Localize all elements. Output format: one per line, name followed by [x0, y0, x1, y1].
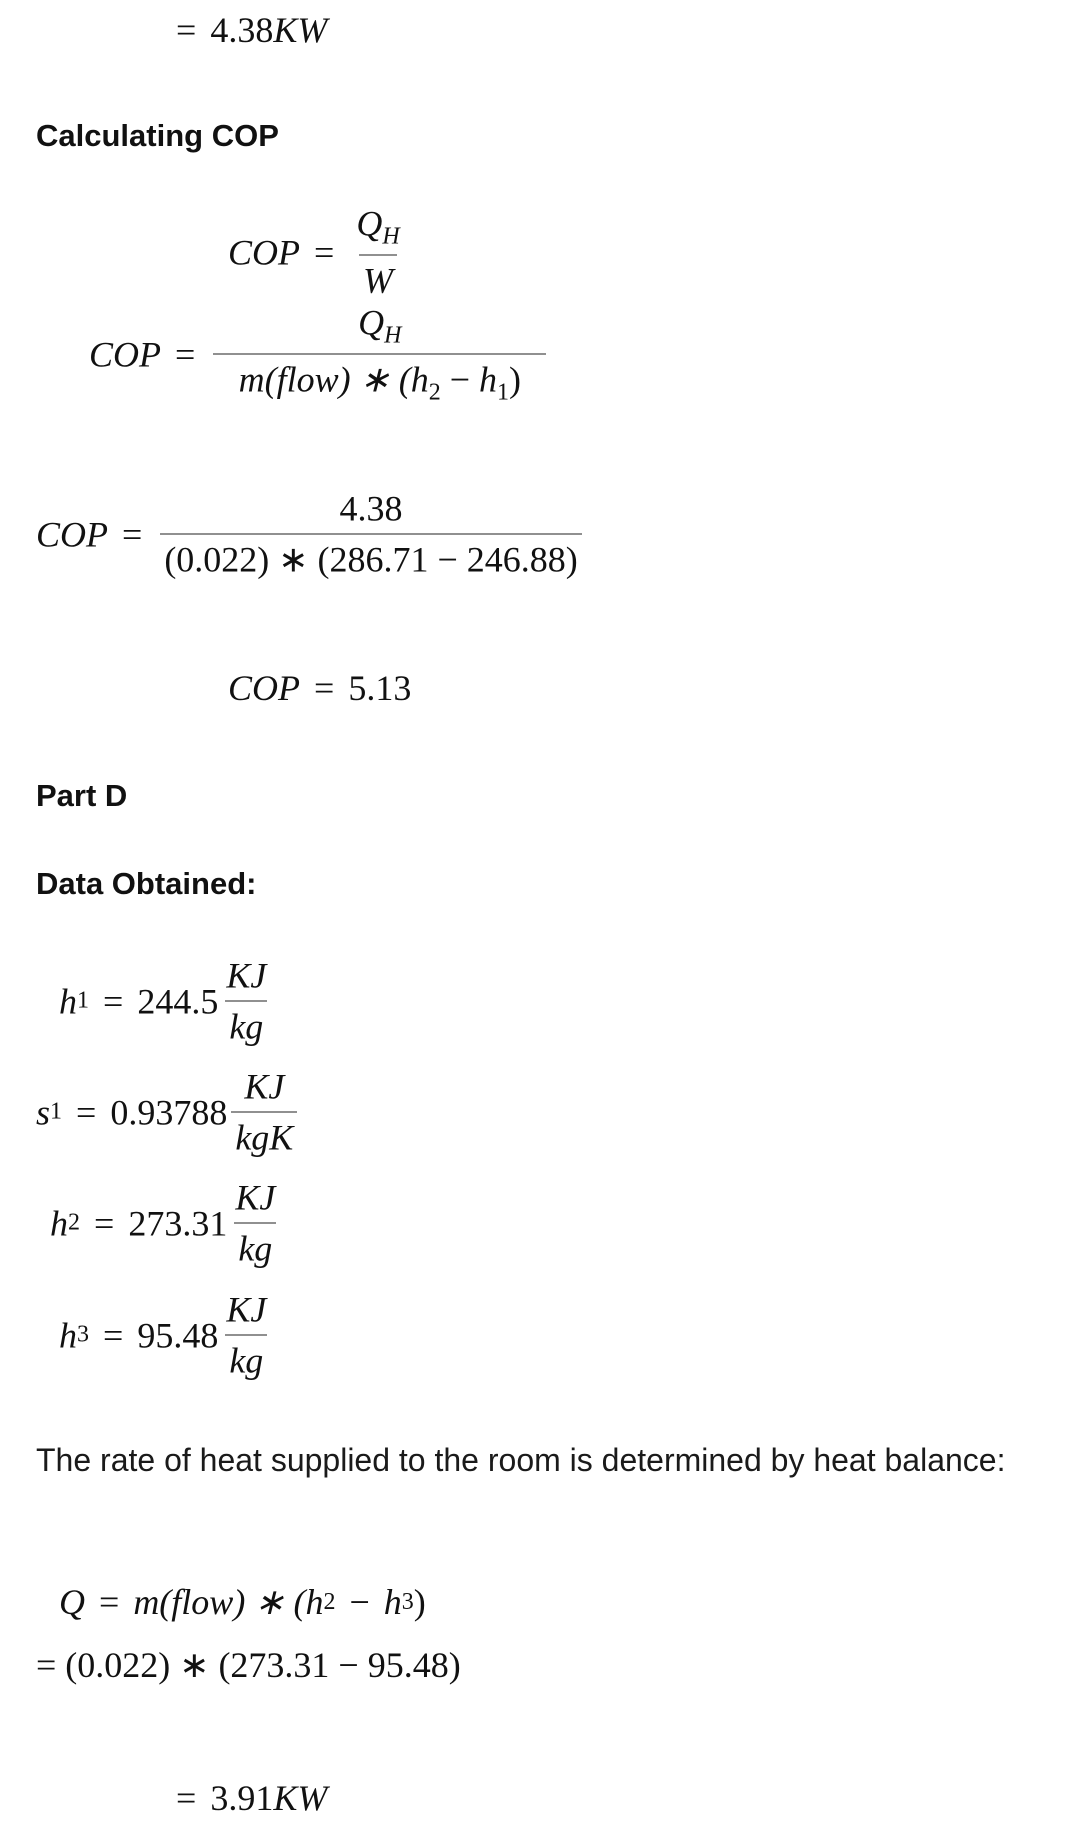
equals: =	[94, 1203, 115, 1243]
lhs: COP	[228, 232, 300, 272]
equals: =	[314, 232, 335, 272]
subscript: 2	[323, 1588, 336, 1615]
subscript: 1	[77, 987, 89, 1014]
minus: −	[449, 359, 471, 400]
data-h1	[59, 955, 274, 1048]
heading-part-d: Part D	[36, 778, 128, 813]
unit: KW	[273, 10, 328, 50]
subscript: 3	[401, 1588, 414, 1615]
value: 244.5	[137, 981, 219, 1021]
unit-fraction	[222, 1289, 270, 1382]
h: h	[410, 359, 429, 400]
cop-result	[228, 667, 411, 709]
close-paren: )	[413, 1582, 426, 1622]
numerator: Q	[358, 302, 385, 343]
equals: =	[99, 1582, 120, 1622]
heat-balance-paragraph: The rate of heat supplied to the room is determined by heat balance:	[36, 1442, 1006, 1478]
subscript: 3	[77, 1321, 89, 1348]
heading-data-obtained: Data Obtained:	[36, 866, 257, 901]
equals: =	[176, 10, 197, 50]
equals: =	[314, 668, 335, 708]
subscript: H	[384, 322, 402, 349]
close-paren: )	[509, 359, 522, 400]
subscript: 2	[428, 379, 441, 406]
unit-num: KJ	[226, 1289, 267, 1330]
lhs: Q	[59, 1582, 85, 1622]
value: 5.13	[348, 668, 412, 708]
previous-result	[176, 9, 327, 51]
heat-result	[176, 1777, 327, 1819]
den-prefix: m(flow) ∗ (	[238, 359, 411, 400]
var: h	[59, 981, 77, 1021]
data-s1	[36, 1066, 301, 1159]
heat-equation	[59, 1581, 426, 1623]
fraction	[352, 203, 403, 302]
denominator: W	[362, 260, 393, 301]
data-h2	[50, 1177, 283, 1270]
fraction	[213, 302, 546, 407]
equals: =	[103, 1315, 124, 1355]
var: h	[50, 1203, 68, 1243]
unit: KW	[273, 1778, 328, 1818]
unit-fraction	[231, 1066, 297, 1159]
cop-expanded	[89, 302, 550, 407]
subscript: 2	[68, 1209, 80, 1236]
unit-num: KJ	[244, 1066, 285, 1107]
cop-numeric	[36, 488, 586, 581]
prefix: m(flow) ∗ (	[133, 1582, 306, 1622]
unit-num: KJ	[226, 955, 267, 996]
var: s	[36, 1092, 51, 1132]
equals: =	[176, 1778, 197, 1818]
unit-den: kg	[238, 1228, 273, 1269]
unit-den: kg	[229, 1006, 264, 1047]
value: 0.93788	[110, 1092, 228, 1132]
unit-den: kgK	[235, 1117, 294, 1158]
h: h	[479, 359, 498, 400]
value: 273.31	[128, 1203, 228, 1243]
equals: =	[175, 334, 196, 374]
h: h	[305, 1582, 324, 1622]
lhs: COP	[89, 334, 161, 374]
fraction	[160, 488, 581, 581]
subscript: 1	[50, 1098, 63, 1125]
numerator: 4.38	[339, 488, 403, 529]
numerator: Q	[356, 203, 383, 244]
h: h	[383, 1582, 402, 1622]
minus: −	[349, 1582, 370, 1622]
var: h	[59, 1315, 77, 1355]
lhs: COP	[228, 668, 300, 708]
data-h3	[59, 1289, 274, 1382]
unit-fraction	[222, 955, 270, 1048]
value: 3.91	[210, 1778, 274, 1818]
denominator: (0.022) ∗ (286.71 − 246.88)	[160, 534, 581, 581]
unit-den: kg	[229, 1340, 264, 1381]
unit-num: KJ	[235, 1177, 276, 1218]
subscript: 1	[497, 379, 510, 406]
value: 4.38	[210, 10, 274, 50]
equals: =	[122, 514, 143, 554]
unit-fraction	[231, 1177, 279, 1270]
cop-definition	[228, 203, 408, 302]
equals: =	[103, 981, 124, 1021]
value: 95.48	[137, 1315, 219, 1355]
lhs: COP	[36, 514, 108, 554]
equals: =	[76, 1092, 97, 1132]
heading-calculating-cop: Calculating COP	[36, 118, 279, 153]
subscript: H	[382, 223, 400, 250]
heat-numeric: = (0.022) ∗ (273.31 − 95.48)	[36, 1645, 461, 1685]
